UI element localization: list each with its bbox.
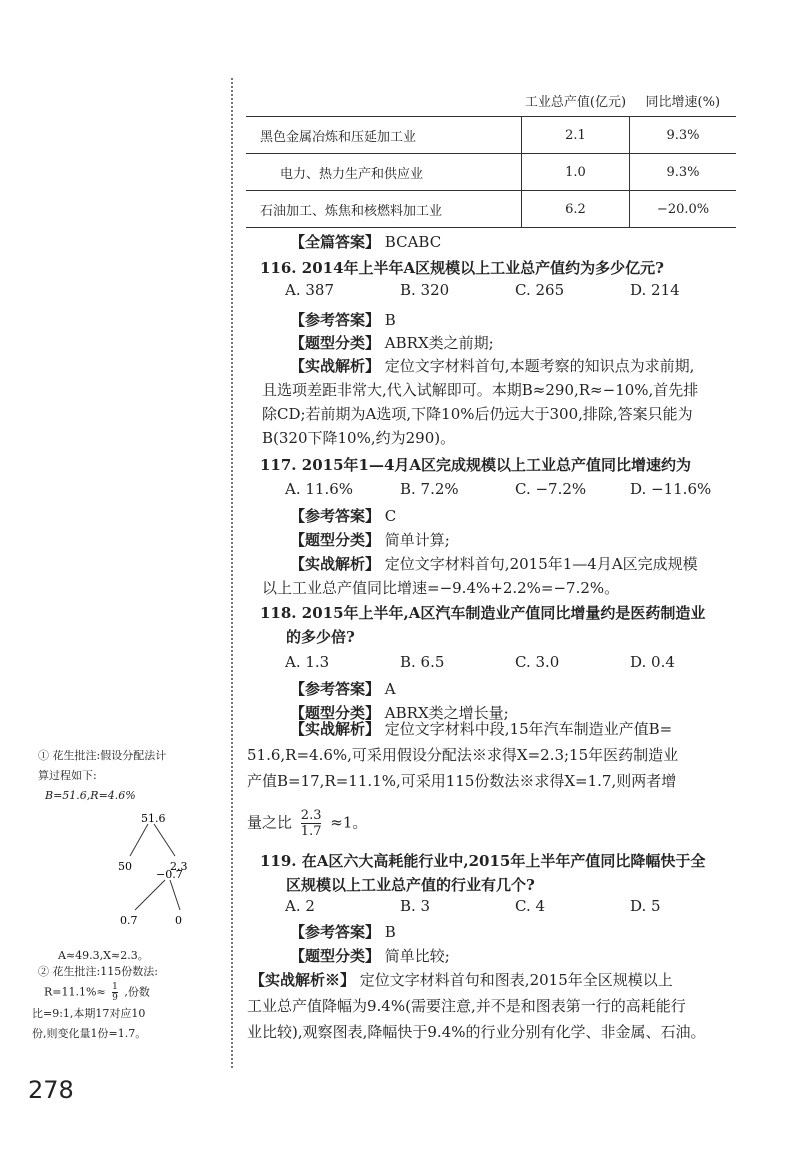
side-note-text: 份,则变化量1份=1.7。 (32, 1027, 147, 1040)
margin-divider (231, 78, 239, 1068)
answer-label: 【参考答案】 (290, 680, 381, 698)
tree-edge (130, 824, 148, 856)
question-119: 119. 在A区六大高耗能行业中,2015年上半年产值同比降幅快于全 (260, 852, 706, 870)
fraction-numerator: 2.3 (300, 808, 322, 823)
analysis-text: 除CD;若前期为A选项,下降10%后仍远大于300,排除,答案只能为 (262, 405, 693, 423)
answer-value: B (384, 311, 396, 329)
table-cell-industry: 石油加工、炼焦和核燃料加工业 (246, 191, 521, 228)
analysis-row (250, 967, 673, 993)
answer-row (290, 503, 396, 529)
table-cell-value: 1.0 (521, 154, 629, 191)
table-header-row (246, 84, 736, 117)
answer-label: 【参考答案】 (290, 507, 381, 525)
analysis-text: 定位文字材料首句,本题考察的知识点为求前期, (384, 357, 695, 375)
tree-node: 0 (175, 914, 182, 927)
analysis-text: 51.6,R=4.6%,可采用假设分配法※求得X=2.3;15年医药制造业 (247, 746, 679, 764)
option: C. 3.0 (515, 653, 560, 671)
table-cell-industry: 电力、热力生产和供应业 (246, 154, 521, 191)
type-label: 【题型分类】 (290, 704, 381, 722)
answer-value: B (384, 923, 396, 941)
answer-row (290, 919, 396, 945)
table-cell-growth: 9.3% (630, 154, 736, 191)
side-note-text: B=51.6,R=4.6% (45, 789, 136, 802)
table-cell-growth: 9.3% (630, 117, 736, 154)
table-cell-growth: −20.0% (630, 191, 736, 228)
question-119-cont: 区规模以上工业总产值的行业有几个? (286, 876, 535, 894)
tree-edge (170, 880, 180, 910)
analysis-text: 以上工业总产值同比增速=−9.4%+2.2%=−7.2%。 (262, 579, 620, 597)
tree-node: −0.7 (156, 868, 183, 881)
side-note-text: R=11.1%≈ (44, 985, 106, 999)
table-row (246, 154, 736, 191)
analysis-text: 且选项差距非常大,代入试解即可。本期B≈290,R≈−10%,首先排 (262, 381, 699, 399)
tree-node-root: 51.6 (141, 812, 166, 825)
option: C. 265 (515, 281, 565, 299)
full-answer-value: BCABC (384, 233, 442, 251)
type-row (290, 943, 450, 969)
side-note-text: ① 花生批注:假设分配法计 (38, 749, 167, 762)
question-118-cont: 的多少倍? (286, 628, 355, 646)
question-118: 118. 2015年上半年,A区汽车制造业产值同比增量约是医药制造业 (260, 604, 706, 622)
table-cell-value: 2.1 (521, 117, 629, 154)
type-label: 【题型分类】 (290, 334, 381, 352)
tree-edge (154, 824, 175, 856)
option: B. 6.5 (400, 653, 445, 671)
table-cell-industry: 黑色金属冶炼和压延加工业 (246, 117, 521, 154)
type-value: 简单比较; (384, 947, 450, 965)
question-116: 116. 2014年上半年A区规模以上工业总产值约为多少亿元? (260, 259, 664, 277)
ratio-fraction (301, 808, 322, 839)
full-answer (290, 229, 441, 255)
analysis-text: 定位文字材料中段,15年汽车制造业产值B= (384, 720, 673, 738)
side-note-text: A≈49.3,X≈2.3。 (58, 949, 149, 962)
option: A. 11.6% (285, 480, 354, 498)
type-value: ABRX类之前期; (384, 334, 494, 352)
option: D. 5 (630, 897, 661, 915)
analysis-row (290, 716, 672, 742)
option: B. 320 (400, 281, 450, 299)
fraction-numerator: 1 (112, 982, 118, 992)
type-value: ABRX类之增长量; (384, 704, 509, 722)
analysis-label: 【实战解析】 (290, 555, 381, 573)
analysis-row (290, 551, 698, 577)
analysis-text: 产值B=17,R=11.1%,可采用115份数法※求得X=1.7,则两者增 (247, 772, 677, 790)
analysis-text: 量之比 (247, 813, 293, 832)
table-header-cell: 工业总产值(亿元) (521, 84, 629, 117)
side-note-text: ,份数 (124, 985, 150, 999)
type-label: 【题型分类】 (290, 531, 381, 549)
table-header-cell: 同比增速(%) (630, 84, 736, 117)
analysis-text: 业比较),观察图表,降幅快于9.4%的行业分别有化学、非金属、石油。 (247, 1023, 706, 1041)
analysis-text: 定位文字材料首句,2015年1—4月A区完成规模 (384, 555, 698, 573)
side-note-fraction (112, 982, 118, 1003)
side-note-line (44, 982, 150, 1003)
option: B. 7.2% (400, 480, 459, 498)
option: A. 1.3 (285, 653, 330, 671)
analysis-text-ratio (247, 808, 367, 839)
table-cell-value: 6.2 (521, 191, 629, 228)
analysis-label: 【实战解析】 (290, 720, 381, 738)
analysis-text: 工业总产值降幅为9.4%(需要注意,并不是和图表第一行的高耗能行 (247, 997, 686, 1015)
table-header-cell (246, 84, 521, 117)
answer-value: A (384, 680, 396, 698)
answer-value: C (384, 507, 397, 525)
side-note-text: 算过程如下: (38, 769, 97, 782)
analysis-label: 【实战解析】 (290, 357, 381, 375)
industry-table (246, 84, 736, 228)
option: C. −7.2% (515, 480, 587, 498)
option: D. −11.6% (630, 480, 712, 498)
tree-edge (135, 880, 165, 910)
fraction-denominator: 1.7 (300, 824, 322, 839)
option: A. 387 (285, 281, 334, 299)
allocation-tree-diagram (30, 790, 230, 950)
answer-row (290, 676, 396, 702)
side-note-text: ② 花生批注:115份数法: (38, 965, 158, 978)
table-row (246, 117, 736, 154)
full-answer-label: 【全篇答案】 (290, 233, 381, 251)
fraction-denominator: 9 (112, 993, 118, 1003)
answer-label: 【参考答案】 (290, 923, 381, 941)
side-note-text: 比=9:1,本期17对应10 (32, 1007, 146, 1020)
tree-node: 50 (118, 860, 132, 873)
answer-label: 【参考答案】 (290, 311, 381, 329)
type-row (290, 527, 450, 553)
question-117: 117. 2015年1—4月A区完成规模以上工业总产值同比增速约为 (260, 456, 692, 474)
option: C. 4 (515, 897, 546, 915)
option: B. 3 (400, 897, 431, 915)
type-value: 简单计算; (384, 531, 450, 549)
tree-node: 0.7 (120, 914, 138, 927)
type-label: 【题型分类】 (290, 947, 381, 965)
table-row (246, 191, 736, 228)
analysis-text: 定位文字材料首句和图表,2015年全区规模以上 (359, 971, 673, 989)
page-number: 278 (28, 1076, 74, 1104)
analysis-row (290, 353, 694, 379)
option: D. 0.4 (630, 653, 675, 671)
tree-node: 2.3 (170, 860, 188, 873)
analysis-text: B(320下降10%,约为290)。 (262, 429, 456, 447)
fraction-tail: ≈1。 (330, 813, 368, 832)
option: A. 2 (285, 897, 315, 915)
option: D. 214 (630, 281, 680, 299)
analysis-label: 【实战解析※】 (250, 971, 356, 989)
